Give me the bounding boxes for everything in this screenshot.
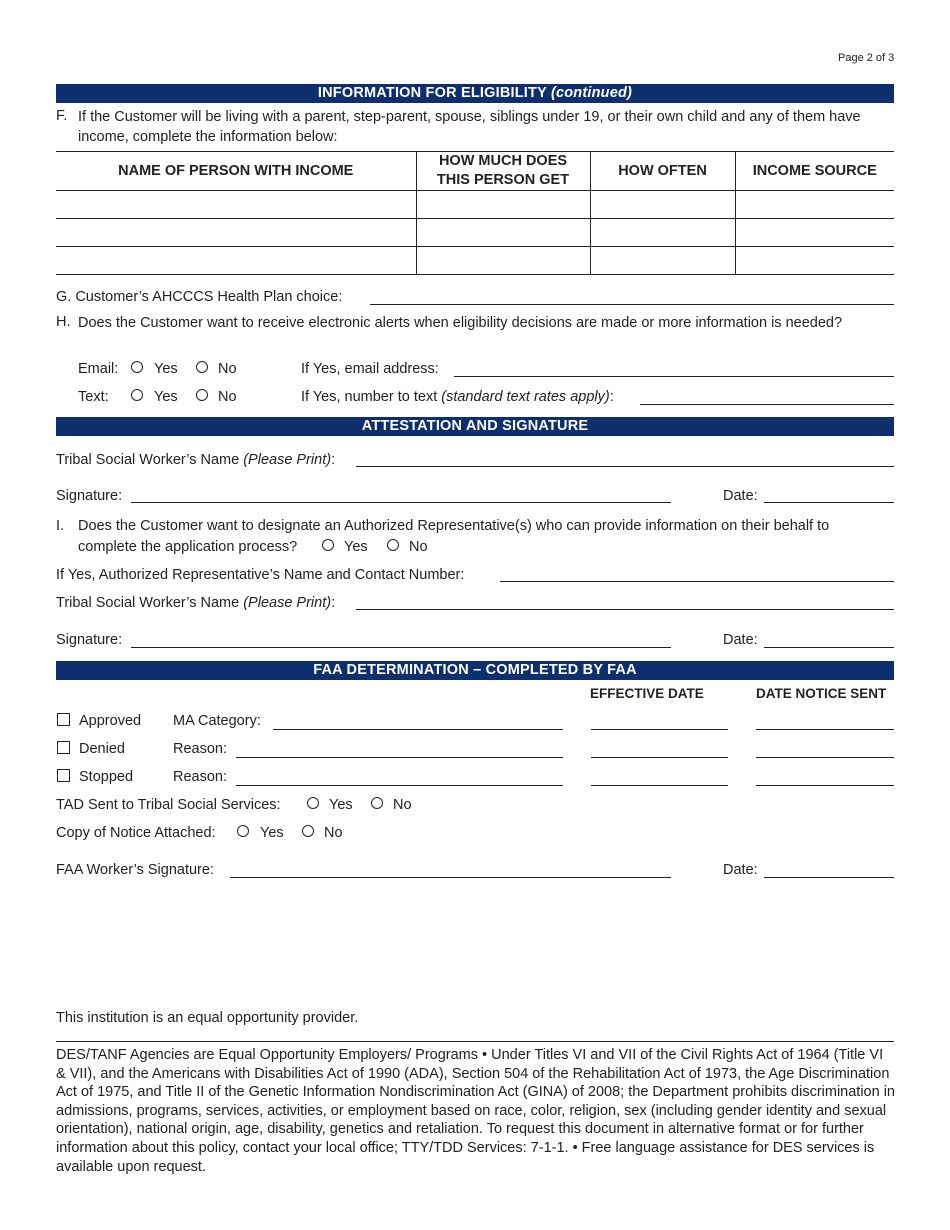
denied-effective-date-field[interactable] xyxy=(591,757,728,758)
please-print-note: (Please Print) xyxy=(243,595,332,611)
tsw-name-field-2[interactable] xyxy=(356,609,894,610)
stopped-reason-label: Reason: xyxy=(173,769,228,785)
question-f-text: If the Customer will be living with a parent, step-parent, spouse, siblings under 19, or their own child and any of them have income, complete the information below: xyxy=(78,109,861,145)
table-row xyxy=(56,219,894,247)
approved-effective-date-field[interactable] xyxy=(591,729,728,730)
stopped-checkbox[interactable] xyxy=(57,769,70,782)
email-address-field[interactable] xyxy=(454,376,894,377)
date-field-1[interactable] xyxy=(764,502,894,503)
equal-opportunity-statement: This institution is an equal opportunity provider. xyxy=(56,1010,359,1026)
health-plan-field[interactable] xyxy=(370,304,894,305)
income-col-source: INCOME SOURCE xyxy=(735,152,894,191)
denied-reason-field[interactable] xyxy=(236,757,563,758)
text-yes-label: Yes xyxy=(154,389,178,405)
text-rates-note: (standard text rates apply) xyxy=(441,389,610,405)
tad-yes-label: Yes xyxy=(329,797,353,813)
faa-signature-field[interactable] xyxy=(230,877,671,878)
please-print-note: (Please Print) xyxy=(243,452,332,468)
faa-header: FAA DETERMINATION – COMPLETED BY FAA xyxy=(56,661,894,680)
denied-checkbox[interactable] xyxy=(57,741,70,754)
copy-no-radio[interactable] xyxy=(302,825,314,837)
date-label-2: Date: xyxy=(723,632,758,648)
email-address-label: If Yes, email address: xyxy=(301,361,439,377)
auth-rep-no-label: No xyxy=(409,539,428,555)
text-number-label xyxy=(301,389,614,405)
income-amount-cell[interactable] xyxy=(416,247,590,275)
copy-yes-label: Yes xyxy=(260,825,284,841)
signature-label-2: Signature: xyxy=(56,632,123,648)
tsw-name-colon: : xyxy=(331,595,336,611)
text-number-label-main: If Yes, number to text xyxy=(301,389,438,405)
faa-date-field[interactable] xyxy=(764,877,894,878)
income-amount-cell[interactable] xyxy=(416,219,590,247)
stopped-notice-date-field[interactable] xyxy=(756,785,894,786)
copy-yes-radio[interactable] xyxy=(237,825,249,837)
income-source-cell[interactable] xyxy=(735,219,894,247)
email-no-label: No xyxy=(218,361,237,377)
stopped-effective-date-field[interactable] xyxy=(591,785,728,786)
effective-date-heading: EFFECTIVE DATE xyxy=(590,686,704,701)
stopped-reason-field[interactable] xyxy=(236,785,563,786)
signature-label-1: Signature: xyxy=(56,488,123,504)
copy-attached-label: Copy of Notice Attached: xyxy=(56,825,216,841)
auth-rep-yes-radio[interactable] xyxy=(322,539,334,551)
email-yes-radio[interactable] xyxy=(131,361,143,373)
question-i-text-line2: complete the application process? xyxy=(78,539,298,555)
table-row xyxy=(56,247,894,275)
tad-no-radio[interactable] xyxy=(371,797,383,809)
faa-signature-label: FAA Worker’s Signature: xyxy=(56,862,214,878)
income-amount-cell[interactable] xyxy=(416,191,590,219)
email-yes-label: Yes xyxy=(154,361,178,377)
attestation-header: ATTESTATION AND SIGNATURE xyxy=(56,417,894,436)
income-source-cell[interactable] xyxy=(735,191,894,219)
income-table-header-row xyxy=(56,152,894,191)
nondiscrimination-notice: DES/TANF Agencies are Equal Opportunity Employers/ Programs • Under Titles VI and VII of the Civil Rights Act of 1964 (Title VI & VII), and the Americans with Disabilities Act of 1990 (ADA), Section 504 of the Rehabilitation Act of 1973, the Age Discrimination Act of 1975, and Title II of the Genetic Information Nondiscrimination Act (GINA) of 2008; the Department prohibits discrimination in admissions, programs, services, activities, or employment based on race, color, religion, sex (including gender identity and sexual orientation), national origin, age, disability, genetics and retaliation. To request this document in alternative format or for further information about this policy, contact your local office; TTY/TDD Services: 7-1-1. • Free language assistance for DES services is available upon request. xyxy=(56,1047,895,1175)
text-no-radio[interactable] xyxy=(196,389,208,401)
question-h-letter: H. xyxy=(56,314,71,330)
approved-checkbox[interactable] xyxy=(57,713,70,726)
eligibility-header-continued: (continued) xyxy=(550,85,633,101)
tsw-name-colon: : xyxy=(331,452,336,468)
income-col-amount: HOW MUCH DOES THIS PERSON GET xyxy=(416,152,590,191)
email-alert-label: Email: xyxy=(78,361,119,377)
date-label-1: Date: xyxy=(723,488,758,504)
question-f-letter: F. xyxy=(56,108,68,124)
auth-rep-yes-label: Yes xyxy=(344,539,368,555)
faa-date-label: Date: xyxy=(723,862,758,878)
tsw-name-text: Tribal Social Worker’s Name xyxy=(56,452,240,468)
text-yes-radio[interactable] xyxy=(131,389,143,401)
page-number: Page 2 of 3 xyxy=(838,52,895,64)
ma-category-label: MA Category: xyxy=(173,713,261,729)
denied-notice-date-field[interactable] xyxy=(756,757,894,758)
income-col-name: NAME OF PERSON WITH INCOME xyxy=(56,152,416,191)
email-no-radio[interactable] xyxy=(196,361,208,373)
date-field-2[interactable] xyxy=(764,647,894,648)
tad-no-label: No xyxy=(393,797,412,813)
question-h-text: Does the Customer want to receive electronic alerts when eligibility decisions are made or more information is needed? xyxy=(78,315,843,331)
denied-label: Denied xyxy=(79,741,125,757)
footer-divider xyxy=(56,1041,894,1042)
signature-field-2[interactable] xyxy=(131,647,671,648)
signature-field-1[interactable] xyxy=(131,502,671,503)
question-i-letter: I. xyxy=(56,518,65,534)
copy-no-label: No xyxy=(324,825,343,841)
question-g-label: G. Customer’s AHCCCS Health Plan choice: xyxy=(56,289,343,305)
tad-sent-label: TAD Sent to Tribal Social Services: xyxy=(56,797,281,813)
text-number-colon: : xyxy=(609,389,614,405)
tsw-name-text: Tribal Social Worker’s Name xyxy=(56,595,240,611)
text-no-label: No xyxy=(218,389,237,405)
approved-label: Approved xyxy=(79,713,142,729)
income-frequency-cell[interactable] xyxy=(590,247,735,275)
income-name-cell[interactable] xyxy=(56,247,416,275)
text-alert-label: Text: xyxy=(78,389,109,405)
tsw-name-label-1 xyxy=(56,452,335,468)
stopped-label: Stopped xyxy=(79,769,134,785)
text-number-field[interactable] xyxy=(640,404,894,405)
table-row xyxy=(56,191,894,219)
tad-yes-radio[interactable] xyxy=(307,797,319,809)
tsw-name-field-1[interactable] xyxy=(356,466,894,467)
eligibility-header-title: INFORMATION FOR ELIGIBILITY xyxy=(317,85,547,101)
income-frequency-cell[interactable] xyxy=(590,191,735,219)
income-table xyxy=(56,151,894,275)
eligibility-header xyxy=(56,84,894,103)
income-name-cell[interactable] xyxy=(56,191,416,219)
tsw-name-label-2 xyxy=(56,595,335,611)
date-notice-sent-heading: DATE NOTICE SENT xyxy=(756,686,887,701)
income-source-cell[interactable] xyxy=(735,247,894,275)
auth-rep-no-radio[interactable] xyxy=(387,539,399,551)
approved-notice-date-field[interactable] xyxy=(756,729,894,730)
income-col-frequency: HOW OFTEN xyxy=(590,152,735,191)
question-i-text-line1: Does the Customer want to designate an Authorized Representative(s) who can provide information on their behalf to xyxy=(78,518,830,534)
income-frequency-cell[interactable] xyxy=(590,219,735,247)
auth-rep-label: If Yes, Authorized Representative’s Name and Contact Number: xyxy=(56,567,465,583)
income-name-cell[interactable] xyxy=(56,219,416,247)
ma-category-field[interactable] xyxy=(273,729,563,730)
denied-reason-label: Reason: xyxy=(173,741,228,757)
auth-rep-field[interactable] xyxy=(500,581,894,582)
